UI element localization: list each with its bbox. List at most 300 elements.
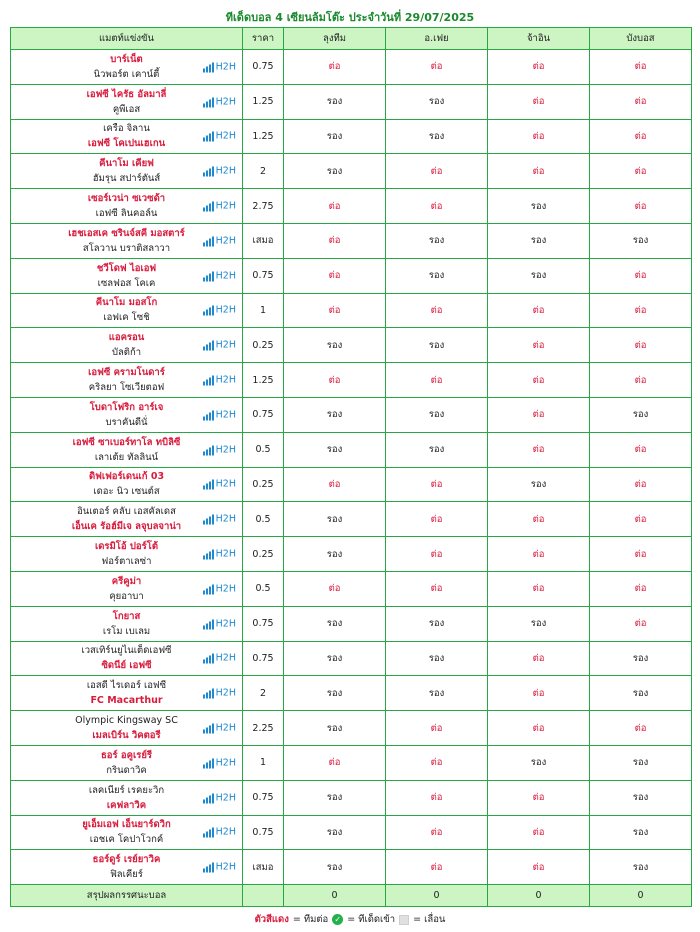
pick-cell: รอง bbox=[488, 606, 590, 641]
signal-bars-icon bbox=[203, 203, 214, 212]
h2h-link[interactable] bbox=[203, 618, 236, 629]
away-team: บัลติก้า bbox=[111, 347, 142, 359]
h2h-label: H2H bbox=[215, 61, 236, 73]
match-cell bbox=[11, 432, 243, 467]
h2h-link[interactable] bbox=[203, 479, 236, 490]
match-cell bbox=[11, 467, 243, 502]
h2h-link[interactable] bbox=[203, 340, 236, 351]
h2h-label: H2H bbox=[215, 861, 236, 873]
h2h-link[interactable] bbox=[203, 96, 236, 107]
pick-cell: ต่อ bbox=[284, 745, 386, 780]
table-row bbox=[11, 189, 692, 224]
h2h-label: H2H bbox=[215, 513, 236, 525]
pick-cell: ต่อ bbox=[386, 537, 488, 572]
summary-label: สรุปผลกรรศนะบอล bbox=[11, 885, 243, 907]
pick-cell: รอง bbox=[284, 119, 386, 154]
pick-cell: ต่อ bbox=[590, 711, 692, 746]
away-team: เรโม เบเลม bbox=[102, 625, 151, 637]
pick-cell: ต่อ bbox=[590, 328, 692, 363]
match-cell bbox=[11, 502, 243, 537]
pick-cell: ต่อ bbox=[284, 50, 386, 85]
h2h-label: H2H bbox=[215, 200, 236, 212]
signal-bars-icon bbox=[203, 168, 214, 177]
match-cell bbox=[11, 537, 243, 572]
away-team: คริลยา โซเวียตอฟ bbox=[88, 382, 165, 394]
pick-cell: ต่อ bbox=[488, 363, 590, 398]
h2h-label: H2H bbox=[215, 235, 236, 247]
away-team: เอฟซี ลินคอล์น bbox=[95, 208, 158, 220]
away-team: เอชเค โคปาโวกค์ bbox=[89, 834, 164, 846]
summary-value: 0 bbox=[488, 885, 590, 907]
pick-cell: ต่อ bbox=[284, 467, 386, 502]
home-team: เลคเนียร์ เรคยะวิก bbox=[88, 784, 165, 796]
home-team: โกยาส bbox=[112, 610, 141, 622]
legend-gray-meaning: = เลื่อน bbox=[413, 914, 446, 925]
home-team: เอฟซี ซาเบอร์ทาโล ทบิลิซี bbox=[72, 436, 181, 448]
pick-cell: รอง bbox=[590, 780, 692, 815]
signal-bars-icon bbox=[203, 864, 214, 873]
match-cell bbox=[11, 328, 243, 363]
header-expert-3: จ้าอิน bbox=[488, 28, 590, 50]
h2h-link[interactable] bbox=[203, 375, 236, 386]
pick-cell: รอง bbox=[386, 223, 488, 258]
h2h-link[interactable] bbox=[203, 723, 236, 734]
legend-check-meaning: = ทีเด็ดเข้า bbox=[347, 914, 396, 925]
pick-cell: ต่อ bbox=[284, 363, 386, 398]
h2h-link[interactable] bbox=[203, 583, 236, 594]
away-team: เอฟเค โซชิ bbox=[103, 312, 150, 324]
price-cell: 2 bbox=[243, 676, 284, 711]
pick-cell: รอง bbox=[488, 258, 590, 293]
pick-cell: ต่อ bbox=[488, 432, 590, 467]
pick-cell: ต่อ bbox=[386, 780, 488, 815]
table-row bbox=[11, 84, 692, 119]
table-row bbox=[11, 641, 692, 676]
home-team: ธอร์ อคูเรย์รี bbox=[101, 749, 152, 761]
h2h-link[interactable] bbox=[203, 270, 236, 281]
signal-bars-icon bbox=[203, 516, 214, 525]
header-expert-4: บังบอส bbox=[590, 28, 692, 50]
signal-bars-icon bbox=[203, 63, 214, 72]
pick-cell: ต่อ bbox=[386, 363, 488, 398]
price-cell: 1 bbox=[243, 293, 284, 328]
table-row bbox=[11, 397, 692, 432]
price-cell: 0.5 bbox=[243, 432, 284, 467]
summary-price-cell bbox=[243, 885, 284, 907]
table-row bbox=[11, 363, 692, 398]
away-team: ฟิลเคียร์ bbox=[110, 869, 143, 881]
pick-cell: รอง bbox=[590, 223, 692, 258]
pick-cell: ต่อ bbox=[386, 815, 488, 850]
h2h-label: H2H bbox=[215, 792, 236, 804]
table-row bbox=[11, 711, 692, 746]
h2h-link[interactable] bbox=[203, 305, 236, 316]
pick-cell: ต่อ bbox=[488, 328, 590, 363]
home-team: ยูเอ็มเอฟ เอ็นยาร์ดวิก bbox=[82, 819, 171, 831]
pick-cell: ต่อ bbox=[488, 397, 590, 432]
pick-cell: รอง bbox=[284, 815, 386, 850]
match-cell bbox=[11, 780, 243, 815]
h2h-label: H2H bbox=[215, 374, 236, 386]
pick-cell: ต่อ bbox=[386, 502, 488, 537]
home-team: โบดาโฟริก อาร์เจ bbox=[89, 401, 164, 413]
pick-cell: ต่อ bbox=[488, 815, 590, 850]
signal-bars-icon bbox=[203, 98, 214, 107]
signal-bars-icon bbox=[203, 655, 214, 664]
h2h-link[interactable] bbox=[203, 444, 236, 455]
match-cell bbox=[11, 711, 243, 746]
table-row bbox=[11, 293, 692, 328]
away-team: คูพีเอส bbox=[112, 103, 141, 115]
price-cell: 0.25 bbox=[243, 328, 284, 363]
price-cell: 0.75 bbox=[243, 780, 284, 815]
page-title: ทีเด็ดบอล 4 เซียนล้มโต๊ะ ประจำวันที่ 29/07/2025 bbox=[225, 11, 475, 24]
legend-red-meaning: = ทีมต่อ bbox=[292, 914, 329, 925]
h2h-label: H2H bbox=[215, 130, 236, 142]
match-cell bbox=[11, 850, 243, 885]
signal-bars-icon bbox=[203, 377, 214, 386]
pick-cell: ต่อ bbox=[590, 189, 692, 224]
pick-cell: รอง bbox=[284, 397, 386, 432]
table-row bbox=[11, 502, 692, 537]
home-team: ชวีโดฟ ไอเอฟ bbox=[96, 262, 157, 274]
h2h-label: H2H bbox=[215, 583, 236, 595]
pick-cell: รอง bbox=[488, 467, 590, 502]
price-cell: 2.25 bbox=[243, 711, 284, 746]
predictions-table bbox=[10, 27, 692, 907]
header-price: ราคา bbox=[243, 28, 284, 50]
pick-cell: รอง bbox=[386, 397, 488, 432]
h2h-label: H2H bbox=[215, 304, 236, 316]
pick-cell: ต่อ bbox=[284, 571, 386, 606]
pick-cell: ต่อ bbox=[386, 154, 488, 189]
price-cell: 0.5 bbox=[243, 502, 284, 537]
table-row bbox=[11, 432, 692, 467]
h2h-label: H2H bbox=[215, 270, 236, 282]
summary-value: 0 bbox=[284, 885, 386, 907]
price-cell: 1.25 bbox=[243, 119, 284, 154]
h2h-link[interactable] bbox=[203, 688, 236, 699]
pick-cell: ต่อ bbox=[590, 537, 692, 572]
pick-cell: รอง bbox=[488, 223, 590, 258]
signal-bars-icon bbox=[203, 342, 214, 351]
match-cell bbox=[11, 571, 243, 606]
h2h-label: H2H bbox=[215, 444, 236, 456]
summary-value: 0 bbox=[590, 885, 692, 907]
header-expert-2: อ.เฟย bbox=[386, 28, 488, 50]
pick-cell: ต่อ bbox=[386, 467, 488, 502]
signal-bars-icon bbox=[203, 411, 214, 420]
h2h-label: H2H bbox=[215, 826, 236, 838]
pick-cell: ต่อ bbox=[590, 293, 692, 328]
legend-red-label: ตัวสีแดง bbox=[254, 914, 289, 925]
match-cell bbox=[11, 84, 243, 119]
match-cell bbox=[11, 223, 243, 258]
h2h-link[interactable] bbox=[203, 827, 236, 838]
pick-cell: ต่อ bbox=[488, 711, 590, 746]
price-cell: 2.75 bbox=[243, 189, 284, 224]
home-team: เดรมิโอ้ ปอร์โต้ bbox=[94, 541, 158, 553]
price-cell: 0.75 bbox=[243, 50, 284, 85]
h2h-link[interactable] bbox=[203, 166, 236, 177]
pick-cell: รอง bbox=[284, 606, 386, 641]
signal-bars-icon bbox=[203, 690, 214, 699]
summary-value: 0 bbox=[386, 885, 488, 907]
gray-box-icon bbox=[399, 915, 409, 925]
match-cell bbox=[11, 676, 243, 711]
pick-cell: ต่อ bbox=[590, 84, 692, 119]
pick-cell: รอง bbox=[284, 850, 386, 885]
pick-cell: ต่อ bbox=[590, 50, 692, 85]
table-row bbox=[11, 606, 692, 641]
pick-cell: ต่อ bbox=[386, 711, 488, 746]
h2h-link[interactable] bbox=[203, 235, 236, 246]
pick-cell: ต่อ bbox=[386, 571, 488, 606]
away-team: กรินดาวิค bbox=[106, 764, 147, 776]
signal-bars-icon bbox=[203, 759, 214, 768]
match-cell bbox=[11, 606, 243, 641]
away-team: เลาเต้ย ทัลลินน์ bbox=[94, 451, 159, 463]
pick-cell: ต่อ bbox=[590, 606, 692, 641]
pick-cell: รอง bbox=[386, 432, 488, 467]
table-row bbox=[11, 571, 692, 606]
away-team: ฮัมรุน สปาร์ตันส์ bbox=[92, 173, 161, 185]
home-team: คีนาโม เคียฟ bbox=[99, 158, 154, 170]
check-circle-icon: ✓ bbox=[332, 914, 343, 925]
match-cell bbox=[11, 119, 243, 154]
header-row bbox=[11, 28, 692, 50]
summary-row bbox=[11, 885, 692, 907]
pick-cell: รอง bbox=[590, 745, 692, 780]
match-cell bbox=[11, 745, 243, 780]
h2h-link[interactable] bbox=[203, 61, 236, 72]
pick-cell: ต่อ bbox=[488, 676, 590, 711]
pick-cell: รอง bbox=[590, 815, 692, 850]
h2h-link[interactable] bbox=[203, 514, 236, 525]
match-cell bbox=[11, 815, 243, 850]
h2h-label: H2H bbox=[215, 757, 236, 769]
h2h-link[interactable] bbox=[203, 549, 236, 560]
price-cell: 1.25 bbox=[243, 363, 284, 398]
signal-bars-icon bbox=[203, 133, 214, 142]
pick-cell: รอง bbox=[284, 676, 386, 711]
home-team: คีนาโม มอสโก bbox=[95, 297, 158, 309]
home-team: บาร์เน็ต bbox=[110, 53, 143, 65]
pick-cell: รอง bbox=[590, 676, 692, 711]
pick-cell: ต่อ bbox=[488, 571, 590, 606]
home-team: เซอร์เวน่า ซเวซด้า bbox=[87, 193, 166, 205]
home-team: Olympic Kingsway SC bbox=[75, 715, 178, 727]
home-team: อินเตอร์ คลับ เอสคัลเดส bbox=[77, 506, 176, 518]
h2h-label: H2H bbox=[215, 478, 236, 490]
home-team: ครีคูม่า bbox=[111, 575, 142, 587]
pick-cell: ต่อ bbox=[386, 745, 488, 780]
pick-cell: รอง bbox=[386, 258, 488, 293]
table-row bbox=[11, 154, 692, 189]
signal-bars-icon bbox=[203, 620, 214, 629]
match-cell bbox=[11, 258, 243, 293]
signal-bars-icon bbox=[203, 829, 214, 838]
pick-cell: ต่อ bbox=[488, 293, 590, 328]
price-cell: 0.25 bbox=[243, 537, 284, 572]
table-row bbox=[11, 537, 692, 572]
h2h-link[interactable] bbox=[203, 201, 236, 212]
away-team: เซลฟอส โคเค bbox=[97, 277, 156, 289]
pick-cell: ต่อ bbox=[488, 50, 590, 85]
pick-cell: รอง bbox=[284, 328, 386, 363]
signal-bars-icon bbox=[203, 272, 214, 281]
price-cell: เสมอ bbox=[243, 223, 284, 258]
home-team: ดิฟเฟอร์เดนเก้ 03 bbox=[88, 471, 165, 483]
pick-cell: ต่อ bbox=[590, 571, 692, 606]
home-team: เอฟซี ครามโนดาร์ bbox=[88, 367, 165, 379]
home-team: ธอร์ดูร์ เรย์ยาวิค bbox=[92, 854, 161, 866]
pick-cell: ต่อ bbox=[284, 223, 386, 258]
pick-cell: ต่อ bbox=[488, 119, 590, 154]
pick-cell: รอง bbox=[386, 328, 488, 363]
pick-cell: รอง bbox=[284, 84, 386, 119]
table-row bbox=[11, 223, 692, 258]
pick-cell: รอง bbox=[284, 502, 386, 537]
match-cell bbox=[11, 641, 243, 676]
match-cell bbox=[11, 189, 243, 224]
pick-cell: รอง bbox=[284, 432, 386, 467]
table-row bbox=[11, 50, 692, 85]
price-cell: 0.75 bbox=[243, 641, 284, 676]
match-cell bbox=[11, 154, 243, 189]
h2h-link[interactable] bbox=[203, 862, 236, 873]
signal-bars-icon bbox=[203, 551, 214, 560]
away-team: คุยอาบา bbox=[109, 590, 144, 602]
signal-bars-icon bbox=[203, 446, 214, 455]
h2h-link[interactable] bbox=[203, 757, 236, 768]
pick-cell: ต่อ bbox=[386, 50, 488, 85]
home-team: เอฟซี ไครัธ อัลมาลี่ bbox=[86, 88, 167, 100]
pick-cell: รอง bbox=[284, 154, 386, 189]
price-cell: 0.75 bbox=[243, 606, 284, 641]
match-cell bbox=[11, 50, 243, 85]
signal-bars-icon bbox=[203, 794, 214, 803]
table-row bbox=[11, 328, 692, 363]
h2h-link[interactable] bbox=[203, 792, 236, 803]
away-team: ซิดนีย์ เอฟซี bbox=[101, 660, 152, 672]
table-row bbox=[11, 850, 692, 885]
signal-bars-icon bbox=[203, 481, 214, 490]
header-expert-1: ลุงทีม bbox=[284, 28, 386, 50]
pick-cell: ต่อ bbox=[284, 258, 386, 293]
pick-cell: ต่อ bbox=[590, 502, 692, 537]
pick-cell: รอง bbox=[386, 84, 488, 119]
table-row bbox=[11, 780, 692, 815]
pick-cell: ต่อ bbox=[590, 154, 692, 189]
price-cell: 0.5 bbox=[243, 571, 284, 606]
pick-cell: ต่อ bbox=[590, 432, 692, 467]
pick-cell: ต่อ bbox=[488, 154, 590, 189]
pick-cell: ต่อ bbox=[590, 467, 692, 502]
price-cell: 2 bbox=[243, 154, 284, 189]
pick-cell: รอง bbox=[284, 780, 386, 815]
table-row bbox=[11, 467, 692, 502]
pick-cell: รอง bbox=[284, 537, 386, 572]
pick-cell: ต่อ bbox=[590, 258, 692, 293]
h2h-label: H2H bbox=[215, 722, 236, 734]
pick-cell: รอง bbox=[284, 711, 386, 746]
away-team: เอ็นเค รัอฮ์มีเจ ลจุบลจาน่า bbox=[71, 521, 182, 533]
signal-bars-icon bbox=[203, 725, 214, 734]
pick-cell: ต่อ bbox=[488, 850, 590, 885]
price-cell: 1 bbox=[243, 745, 284, 780]
away-team: ฟอร์ตาเลซ่า bbox=[101, 556, 152, 568]
h2h-label: H2H bbox=[215, 687, 236, 699]
away-team: เอฟซี โคเปนเฮเกน bbox=[87, 138, 166, 150]
pick-cell: รอง bbox=[590, 397, 692, 432]
pick-cell: รอง bbox=[386, 641, 488, 676]
price-cell: 1.25 bbox=[243, 84, 284, 119]
table-row bbox=[11, 745, 692, 780]
h2h-link[interactable] bbox=[203, 131, 236, 142]
home-team: เครือ จิลาน bbox=[103, 123, 150, 135]
h2h-label: H2H bbox=[215, 339, 236, 351]
h2h-label: H2H bbox=[215, 409, 236, 421]
away-team: สโลวาน บราติสลาวา bbox=[82, 242, 171, 254]
pick-cell: ต่อ bbox=[386, 293, 488, 328]
h2h-label: H2H bbox=[215, 618, 236, 630]
home-team: เวสเทิร์นยูไนเต็ดเอฟซี bbox=[81, 645, 172, 657]
h2h-label: H2H bbox=[215, 96, 236, 108]
price-cell: 0.75 bbox=[243, 258, 284, 293]
pick-cell: ต่อ bbox=[284, 189, 386, 224]
pick-cell: รอง bbox=[488, 745, 590, 780]
pick-cell: รอง bbox=[590, 850, 692, 885]
pick-cell: ต่อ bbox=[488, 84, 590, 119]
away-team: เคฟลาวิค bbox=[106, 799, 147, 811]
legend bbox=[0, 912, 700, 927]
pick-cell: ต่อ bbox=[488, 502, 590, 537]
pick-cell: ต่อ bbox=[488, 537, 590, 572]
home-team: เฮชเอสเค ซรินจ์สคี มอสตาร์ bbox=[68, 227, 185, 239]
away-team: บราคันดีนั่ bbox=[105, 416, 148, 428]
price-cell: 0.75 bbox=[243, 815, 284, 850]
h2h-link[interactable] bbox=[203, 653, 236, 664]
pick-cell: ต่อ bbox=[386, 189, 488, 224]
pick-cell: ต่อ bbox=[590, 363, 692, 398]
away-team: เดอะ นิว เซนต์ส bbox=[93, 486, 160, 498]
pick-cell: ต่อ bbox=[284, 293, 386, 328]
h2h-link[interactable] bbox=[203, 409, 236, 420]
table-row bbox=[11, 258, 692, 293]
pick-cell: รอง bbox=[590, 641, 692, 676]
table-row bbox=[11, 676, 692, 711]
home-team: แอครอน bbox=[108, 332, 145, 344]
table-row bbox=[11, 815, 692, 850]
away-team: FC Macarthur bbox=[90, 695, 163, 707]
pick-cell: รอง bbox=[386, 676, 488, 711]
away-team: เมลเบิร์น วิคตอรี bbox=[92, 730, 161, 742]
h2h-label: H2H bbox=[215, 165, 236, 177]
away-team: นิวพอร์ต เคาน์ตี้ bbox=[93, 68, 160, 80]
match-cell bbox=[11, 293, 243, 328]
pick-cell: ต่อ bbox=[488, 641, 590, 676]
price-cell: 0.75 bbox=[243, 397, 284, 432]
pick-cell: รอง bbox=[284, 641, 386, 676]
pick-cell: ต่อ bbox=[386, 850, 488, 885]
pick-cell: รอง bbox=[488, 189, 590, 224]
pick-cell: ต่อ bbox=[590, 119, 692, 154]
price-cell: เสมอ bbox=[243, 850, 284, 885]
match-cell bbox=[11, 363, 243, 398]
header-match: แมตท์แข่งขัน bbox=[11, 28, 243, 50]
match-cell bbox=[11, 397, 243, 432]
